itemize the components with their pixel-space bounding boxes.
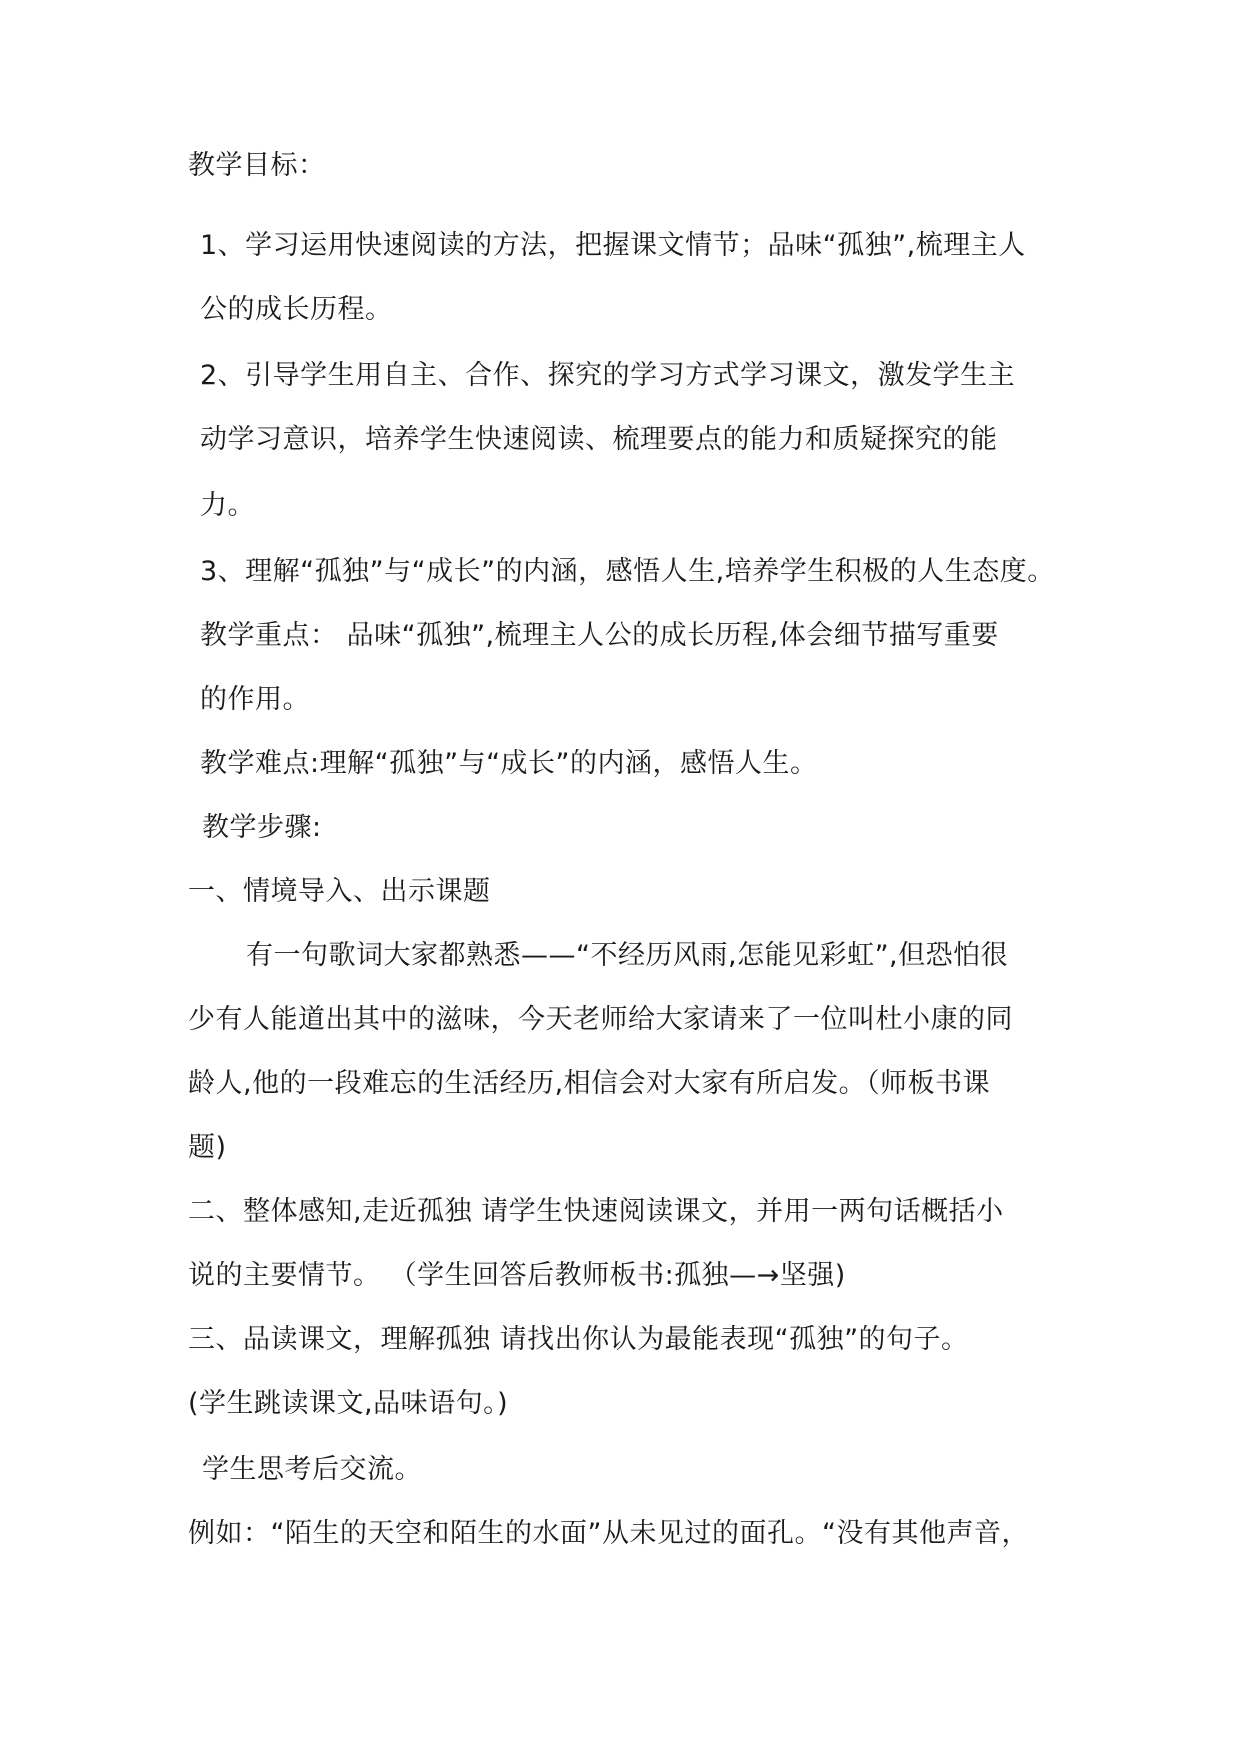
objective-2-line-1: 2、引导学生用自主、合作、探究的学习方式学习课文，激发学生主 [200,360,1016,391]
objective-2-line-2: 动学习意识，培养学生快速阅读、梳理要点的能力和质疑探究的能 [200,424,998,455]
step-1-line-1: 有一句歌词大家都熟悉——“不经历风雨,怎能见彩虹”,但恐怕很 [246,940,1009,971]
steps-heading: 教学步骤: [202,812,322,843]
step-3-line-3: 学生思考后交流。 [202,1454,422,1485]
step-3-line-1: 三、品读课文，理解孤独 请找出你认为最能表现“孤独”的句子。 [188,1324,969,1355]
difficult-points: 教学难点:理解“孤独”与“成长”的内涵，感悟人生。 [200,748,818,779]
step-1-line-4: 题) [188,1132,227,1163]
objective-2-line-3: 力。 [200,490,255,521]
step-1-heading: 一、情境导入、出示课题 [188,876,491,907]
step-3-line-4: 例如：“陌生的天空和陌生的水面”从未见过的面孔。“没有其他声音， [188,1518,1029,1549]
objectives-heading: 教学目标： [188,150,326,181]
step-1-line-2: 少有人能道出其中的滋味，今天老师给大家请来了一位叫杜小康的同 [188,1004,1013,1035]
step-2-line-2: 说的主要情节。 （学生回答后教师板书:孤独—→坚强) [188,1260,846,1291]
key-points-line-2: 的作用。 [200,684,310,715]
objective-3: 3、理解“孤独”与“成长”的内涵，感悟人生,培养学生积极的人生态度。 [200,556,1055,587]
objective-1-line-2: 公的成长历程。 [200,294,393,325]
step-2-line-1: 二、整体感知,走近孤独 请学生快速阅读课文，并用一两句话概括小 [188,1196,1004,1227]
key-points-line-1: 教学重点： 品味“孤独”,梳理主人公的成长历程,体会细节描写重要 [200,620,999,651]
step-1-line-3: 龄人,他的一段难忘的生活经历,相信会对大家有所启发。（师板书课 [188,1068,991,1099]
objective-1-line-1: 1、学习运用快速阅读的方法，把握课文情节；品味“孤独”,梳理主人 [200,230,1026,261]
step-3-line-2: (学生跳读课文,品味语句。) [188,1388,509,1419]
